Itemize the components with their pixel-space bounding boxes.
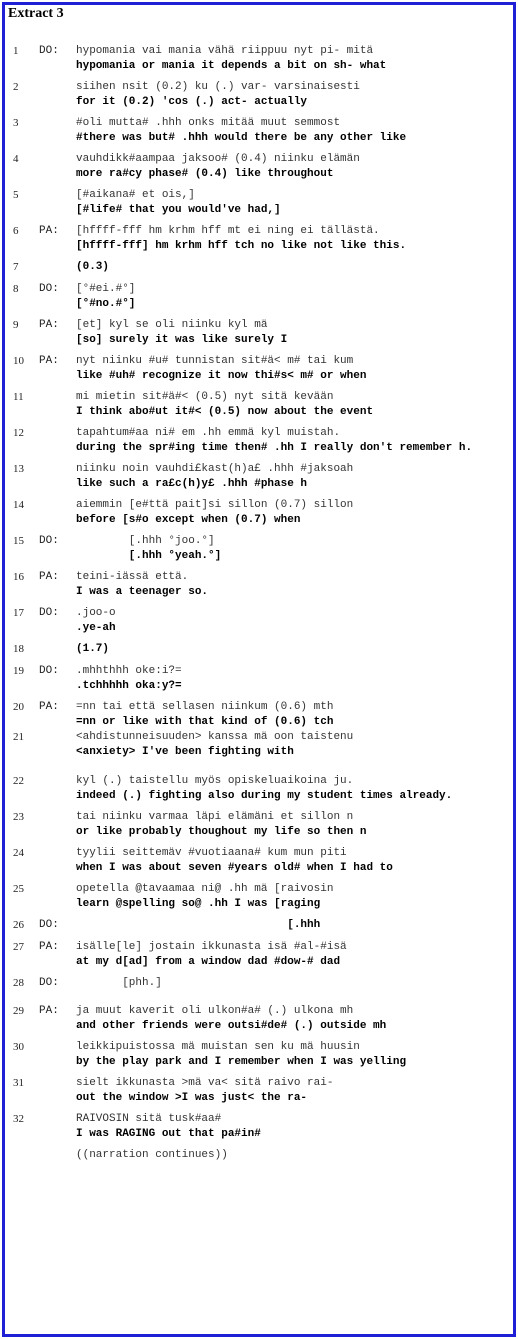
english-translation: by the play park and I remember when I was yelling bbox=[76, 1056, 407, 1068]
line-number: 7 bbox=[13, 261, 19, 273]
line-text bbox=[76, 1004, 386, 1034]
speaker-label: PA: bbox=[39, 701, 59, 713]
english-translation: #there was but# .hhh would there be any other like bbox=[76, 132, 407, 144]
transcript-line bbox=[5, 1039, 513, 1075]
line-number: 18 bbox=[13, 643, 24, 655]
line-number: 26 bbox=[13, 919, 24, 931]
original-finnish-text: siihen nsit (0.2) ku (.) var- varsinaisesti bbox=[76, 81, 360, 93]
english-translation: more ra#cy phase# (0.4) like throughout bbox=[76, 168, 334, 180]
transcript-line bbox=[5, 317, 513, 353]
original-finnish-text: ((narration continues)) bbox=[76, 1149, 228, 1161]
transcript-line bbox=[5, 809, 513, 845]
english-translation: like #uh# recognize it now thi#s< m# or when bbox=[76, 370, 367, 382]
line-number: 19 bbox=[13, 665, 24, 677]
transcript-line bbox=[5, 939, 513, 975]
english-translation: and other friends were outsi#de# (.) outside mh bbox=[76, 1020, 387, 1032]
speaker-label: PA: bbox=[39, 941, 59, 953]
transcript-line bbox=[5, 729, 513, 773]
line-number: 4 bbox=[13, 153, 19, 165]
transcript-line bbox=[5, 699, 513, 729]
line-number: 32 bbox=[13, 1113, 24, 1125]
line-number: 27 bbox=[13, 941, 24, 953]
line-text bbox=[76, 116, 406, 146]
line-text bbox=[76, 426, 472, 456]
line-number: 3 bbox=[13, 117, 19, 129]
transcript-line bbox=[5, 569, 513, 605]
original-finnish-text: hypomania vai mania vähä riippuu nyt pi- mitä bbox=[76, 45, 374, 57]
transcript-line bbox=[5, 917, 513, 939]
line-text bbox=[76, 1076, 333, 1106]
line-text bbox=[76, 642, 109, 657]
transcript-line bbox=[5, 1003, 513, 1039]
original-finnish-text: teini-iässä että. bbox=[76, 571, 189, 583]
speaker-label: PA: bbox=[39, 319, 59, 331]
original-finnish-text: leikkipuistossa mä muistan sen ku mä huusin bbox=[76, 1041, 360, 1053]
extract-frame bbox=[2, 2, 516, 1337]
transcript-line bbox=[5, 79, 513, 115]
transcript-line bbox=[5, 605, 513, 641]
english-translation: or like probably thoughout my life so then n bbox=[76, 826, 367, 838]
original-finnish-text: ja muut kaverit oli ulkon#a# (.) ulkona mh bbox=[76, 1005, 354, 1017]
transcript-line bbox=[5, 1111, 513, 1147]
line-text bbox=[76, 940, 347, 970]
transcript-line bbox=[5, 461, 513, 497]
line-number: 11 bbox=[13, 391, 24, 403]
english-translation: at my d[ad] from a window dad #dow-# dad bbox=[76, 956, 341, 968]
speaker-label: DO: bbox=[39, 535, 59, 547]
line-number: 14 bbox=[13, 499, 24, 511]
line-number: 15 bbox=[13, 535, 24, 547]
line-text bbox=[76, 700, 333, 730]
original-finnish-text: .mhhthhh oke:i?= bbox=[76, 665, 182, 677]
english-translation: [hffff-fff] hm krhm hff tch no like not like this. bbox=[76, 240, 407, 252]
transcript-line bbox=[5, 497, 513, 533]
line-number: 13 bbox=[13, 463, 24, 475]
line-text bbox=[76, 534, 221, 564]
line-number: 6 bbox=[13, 225, 19, 237]
speaker-label: DO: bbox=[39, 283, 59, 295]
original-finnish-text: niinku noin vauhdi£kast(h)a£ .hhh #jaksoah bbox=[76, 463, 354, 475]
english-translation: .ye-ah bbox=[76, 622, 116, 634]
line-text bbox=[76, 664, 182, 694]
line-text bbox=[76, 354, 366, 384]
speaker-label: DO: bbox=[39, 607, 59, 619]
english-translation: [so] surely it was like surely I bbox=[76, 334, 288, 346]
english-translation: [#life# that you would've had,] bbox=[76, 204, 281, 216]
line-text bbox=[76, 1112, 261, 1142]
english-translation: for it (0.2) 'cos (.) act- actually bbox=[76, 96, 308, 108]
original-finnish-text: opetella @tavaamaa ni@ .hh mä [raivosin bbox=[76, 883, 334, 895]
original-finnish-text: nyt niinku #u# tunnistan sit#ä< m# tai kum bbox=[76, 355, 354, 367]
transcript-line bbox=[5, 259, 513, 281]
line-number: 31 bbox=[13, 1077, 24, 1089]
english-translation: [°#no.#°] bbox=[76, 298, 136, 310]
line-number: 30 bbox=[13, 1041, 24, 1053]
speaker-label: PA: bbox=[39, 571, 59, 583]
english-translation: learn @spelling so@ .hh I was [raging bbox=[76, 898, 321, 910]
transcript-line bbox=[5, 773, 513, 809]
original-finnish-text: mi mietin sit#ä#< (0.5) nyt sitä kevään bbox=[76, 391, 334, 403]
line-text bbox=[76, 44, 386, 74]
transcript-line bbox=[5, 845, 513, 881]
transcript-line bbox=[5, 281, 513, 317]
line-number: 10 bbox=[13, 355, 24, 367]
original-finnish-text: <ahdistunneisuuden> kanssa mä oon taistenu bbox=[76, 731, 354, 743]
speaker-label: DO: bbox=[39, 919, 59, 931]
line-text bbox=[76, 462, 353, 492]
speaker-label: DO: bbox=[39, 45, 59, 57]
original-finnish-text: isälle[le] jostain ikkunasta isä #al-#isä bbox=[76, 941, 347, 953]
original-finnish-text: #oli mutta# .hhh onks mitää muut semmost bbox=[76, 117, 341, 129]
line-number: 9 bbox=[13, 319, 19, 331]
english-translation: =nn or like with that kind of (0.6) tch bbox=[76, 716, 334, 728]
english-translation: [.hhh bbox=[76, 919, 321, 931]
original-finnish-text: [°#ei.#°] bbox=[76, 283, 136, 295]
transcript-line bbox=[5, 353, 513, 389]
line-number: 17 bbox=[13, 607, 24, 619]
original-finnish-text: sielt ikkunasta >mä va< sitä raivo rai- bbox=[76, 1077, 334, 1089]
line-text bbox=[76, 774, 452, 804]
english-translation: hypomania or mania it depends a bit on sh- what bbox=[76, 60, 387, 72]
original-finnish-text: [et] kyl se oli niinku kyl mä bbox=[76, 319, 268, 331]
english-translation: during the spr#ing time then# .hh I really don't remember h. bbox=[76, 442, 473, 454]
english-translation: I was a teenager so. bbox=[76, 586, 209, 598]
english-translation: when I was about seven #years old# when I had to bbox=[76, 862, 393, 874]
transcript-line bbox=[5, 223, 513, 259]
speaker-label: PA: bbox=[39, 225, 59, 237]
line-text bbox=[76, 1148, 228, 1163]
transcript-line bbox=[5, 663, 513, 699]
english-translation: before [s#o except when (0.7) when bbox=[76, 514, 301, 526]
line-text bbox=[76, 730, 353, 760]
line-number: 12 bbox=[13, 427, 24, 439]
line-text bbox=[76, 846, 393, 876]
transcript-line bbox=[5, 389, 513, 425]
line-number: 28 bbox=[13, 977, 24, 989]
line-number: 21 bbox=[13, 731, 24, 743]
original-finnish-text: [hffff-fff hm krhm hff mt ei ning ei tällästä. bbox=[76, 225, 380, 237]
english-translation: [.hhh °yeah.°] bbox=[76, 550, 222, 562]
line-number: 8 bbox=[13, 283, 19, 295]
transcript-line bbox=[5, 1147, 513, 1169]
english-translation: indeed (.) fighting also during my student times already. bbox=[76, 790, 453, 802]
line-text bbox=[76, 882, 333, 912]
original-finnish-text: tyylii seittemäv #vuotiaana# kum mun piti bbox=[76, 847, 347, 859]
line-number: 24 bbox=[13, 847, 24, 859]
line-number: 16 bbox=[13, 571, 24, 583]
line-number: 1 bbox=[13, 45, 19, 57]
line-number: 25 bbox=[13, 883, 24, 895]
line-text bbox=[76, 260, 109, 275]
english-translation: <anxiety> I've been fighting with bbox=[76, 746, 294, 758]
transcript-lines bbox=[5, 43, 513, 1169]
line-text bbox=[76, 570, 208, 600]
original-finnish-text: .joo-o bbox=[76, 607, 116, 619]
line-text bbox=[76, 80, 360, 110]
transcript-line bbox=[5, 425, 513, 461]
line-text bbox=[76, 318, 287, 348]
line-number: 2 bbox=[13, 81, 19, 93]
line-text bbox=[76, 188, 281, 218]
english-translation: I think abo#ut it#< (0.5) now about the event bbox=[76, 406, 374, 418]
line-text bbox=[76, 918, 320, 933]
line-text bbox=[76, 810, 366, 840]
transcript-line bbox=[5, 533, 513, 569]
line-number: 22 bbox=[13, 775, 24, 787]
original-finnish-text: [.hhh °joo.°] bbox=[76, 535, 215, 547]
original-finnish-text: =nn tai että sellasen niinkum (0.6) mth bbox=[76, 701, 334, 713]
original-finnish-text: [#aikana# et ois,] bbox=[76, 189, 195, 201]
line-number: 20 bbox=[13, 701, 24, 713]
line-text bbox=[76, 390, 373, 420]
english-translation: I was RAGING out that pa#in# bbox=[76, 1128, 261, 1140]
line-number: 23 bbox=[13, 811, 24, 823]
original-finnish-text: RAIVOSIN sitä tusk#aa# bbox=[76, 1113, 222, 1125]
transcript-line bbox=[5, 115, 513, 151]
original-finnish-text: kyl (.) taistellu myös opiskeluaikoina ju. bbox=[76, 775, 354, 787]
original-finnish-text: [phh.] bbox=[76, 977, 162, 989]
line-number: 5 bbox=[13, 189, 19, 201]
line-text bbox=[76, 976, 162, 991]
line-text bbox=[76, 606, 116, 636]
line-number: 29 bbox=[13, 1005, 24, 1017]
transcript-line bbox=[5, 641, 513, 663]
extract-title: Extract 3 bbox=[8, 6, 64, 21]
line-text bbox=[76, 152, 360, 182]
english-translation: (1.7) bbox=[76, 643, 110, 655]
english-translation: like such a ra£c(h)y£ .hhh #phase h bbox=[76, 478, 308, 490]
line-text bbox=[76, 282, 135, 312]
transcript-line bbox=[5, 1075, 513, 1111]
transcript-line bbox=[5, 187, 513, 223]
transcript-line bbox=[5, 151, 513, 187]
line-text bbox=[76, 1040, 406, 1070]
speaker-label: DO: bbox=[39, 977, 59, 989]
speaker-label: PA: bbox=[39, 355, 59, 367]
original-finnish-text: tai niinku varmaa läpi elämäni et sillon n bbox=[76, 811, 354, 823]
english-translation: (0.3) bbox=[76, 261, 110, 273]
english-translation: out the window >I was just< the ra- bbox=[76, 1092, 308, 1104]
original-finnish-text: tapahtum#aa ni# em .hh emmä kyl muistah. bbox=[76, 427, 341, 439]
line-text bbox=[76, 224, 406, 254]
english-translation: .tchhhhh oka:y?= bbox=[76, 680, 182, 692]
transcript-line bbox=[5, 975, 513, 1003]
original-finnish-text: vauhdikk#aampaa jaksoo# (0.4) niinku elämän bbox=[76, 153, 360, 165]
original-finnish-text: aiemmin [e#ttä pait]si sillon (0.7) sillon bbox=[76, 499, 354, 511]
transcript-line bbox=[5, 43, 513, 79]
line-text bbox=[76, 498, 353, 528]
speaker-label: DO: bbox=[39, 665, 59, 677]
transcript-line bbox=[5, 881, 513, 917]
speaker-label: PA: bbox=[39, 1005, 59, 1017]
